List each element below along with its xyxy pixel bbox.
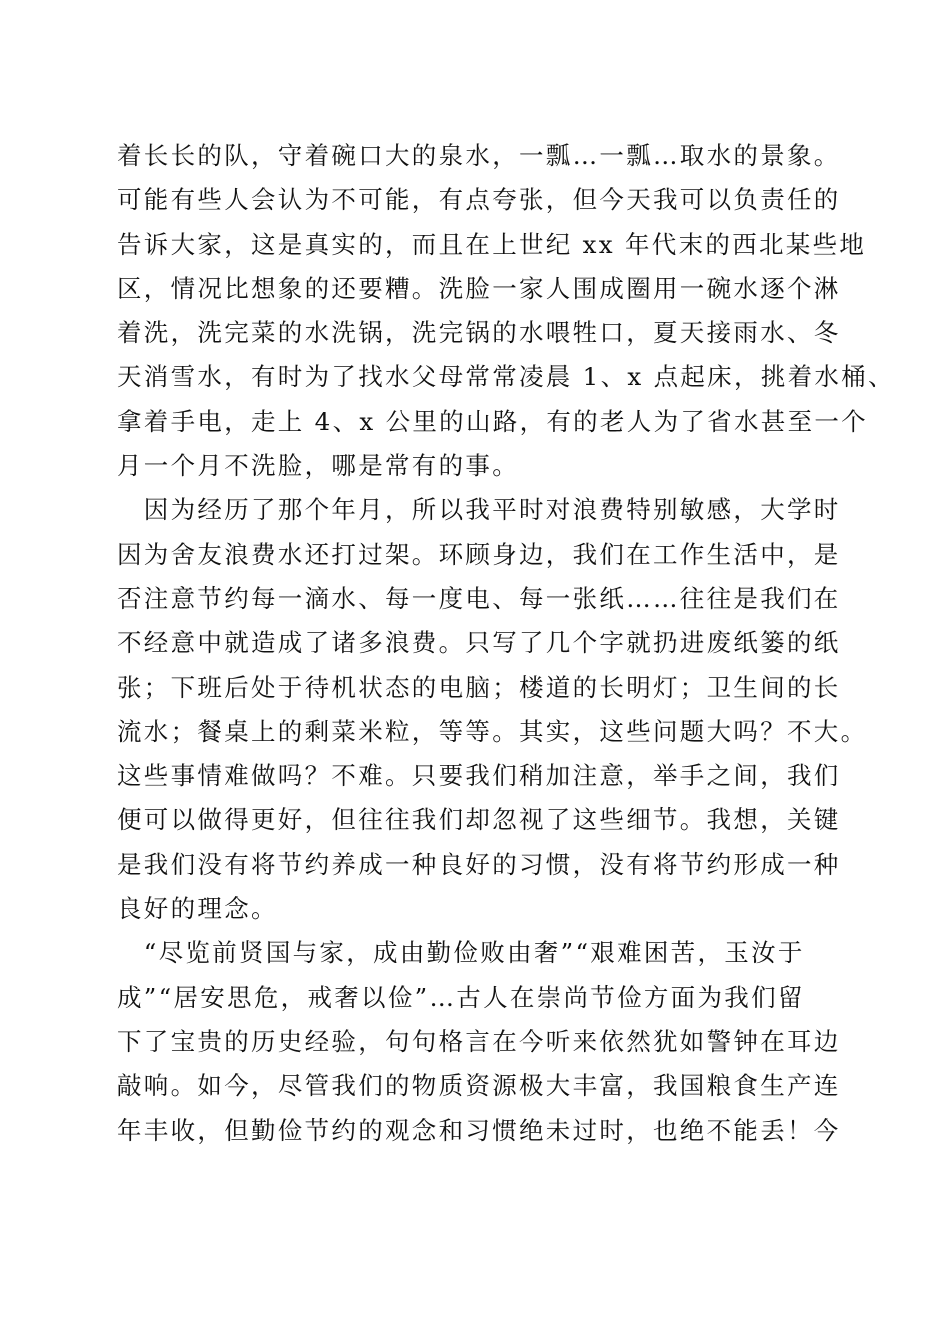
text-line: 成”“居安思危，戒奢以俭”…古人在崇尚节俭方面为我们留 xyxy=(117,982,805,1012)
text-line: 告诉大家，这是真实的，而且在上世纪 xx 年代末的西北某些地 xyxy=(117,229,867,259)
text-line: 下了宝贵的历史经验，句句格言在今听来依然犹如警钟在耳边 xyxy=(117,1026,841,1056)
text-line: 月一个月不洗脸，哪是常有的事。 xyxy=(117,451,519,481)
text-line: 年丰收，但勤俭节约的观念和习惯绝未过时，也绝不能丢！今 xyxy=(117,1115,841,1145)
text-line: 拿着手电，走上 4、x 公里的山路，有的老人为了省水甚至一个 xyxy=(117,406,868,436)
document-body xyxy=(117,134,895,1153)
text-line: 区，情况比想象的还要糟。洗脸一家人围成圈用一碗水逐个淋 xyxy=(117,273,841,303)
text-line: 便可以做得更好，但往往我们却忽视了这些细节。我想，关键 xyxy=(117,805,841,835)
text-line: 可能有些人会认为不可能，有点夸张，但今天我可以负责任的 xyxy=(117,185,841,215)
text-line: 这些事情难做吗？不难。只要我们稍加注意，举手之间，我们 xyxy=(117,761,841,791)
text-line: 流水；餐桌上的剩菜米粒，等等。其实，这些问题大吗？不大。 xyxy=(117,716,868,746)
text-line: 着洗，洗完菜的水洗锅，洗完锅的水喂牲口，夏天接雨水、冬 xyxy=(117,318,841,348)
text-line: 天消雪水，有时为了找水父母常常凌晨 1、x 点起床，挑着水桶、 xyxy=(117,362,895,392)
text-line: 不经意中就造成了诸多浪费。只写了几个字就扔进废纸篓的纸 xyxy=(117,628,841,658)
text-line: 否注意节约每一滴水、每一度电、每一张纸……往往是我们在 xyxy=(117,583,841,613)
text-line: “尽览前贤国与家，成由勤俭败由奢”“艰难困苦，玉汝于 xyxy=(117,938,805,968)
text-line: 良好的理念。 xyxy=(117,894,278,924)
text-line: 敲响。如今，尽管我们的物质资源极大丰富，我国粮食生产连 xyxy=(117,1071,841,1101)
text-line: 张；下班后处于待机状态的电脑；楼道的长明灯；卫生间的长 xyxy=(117,672,841,702)
text-line: 着长长的队，守着碗口大的泉水，一瓢…一瓢…取水的景象。 xyxy=(117,141,841,170)
text-line: 是我们没有将节约养成一种良好的习惯，没有将节约形成一种 xyxy=(117,849,841,879)
text-line: 因为舍友浪费水还打过架。环顾身边，我们在工作生活中，是 xyxy=(117,539,841,569)
text-line: 因为经历了那个年月，所以我平时对浪费特别敏感，大学时 xyxy=(117,495,841,525)
